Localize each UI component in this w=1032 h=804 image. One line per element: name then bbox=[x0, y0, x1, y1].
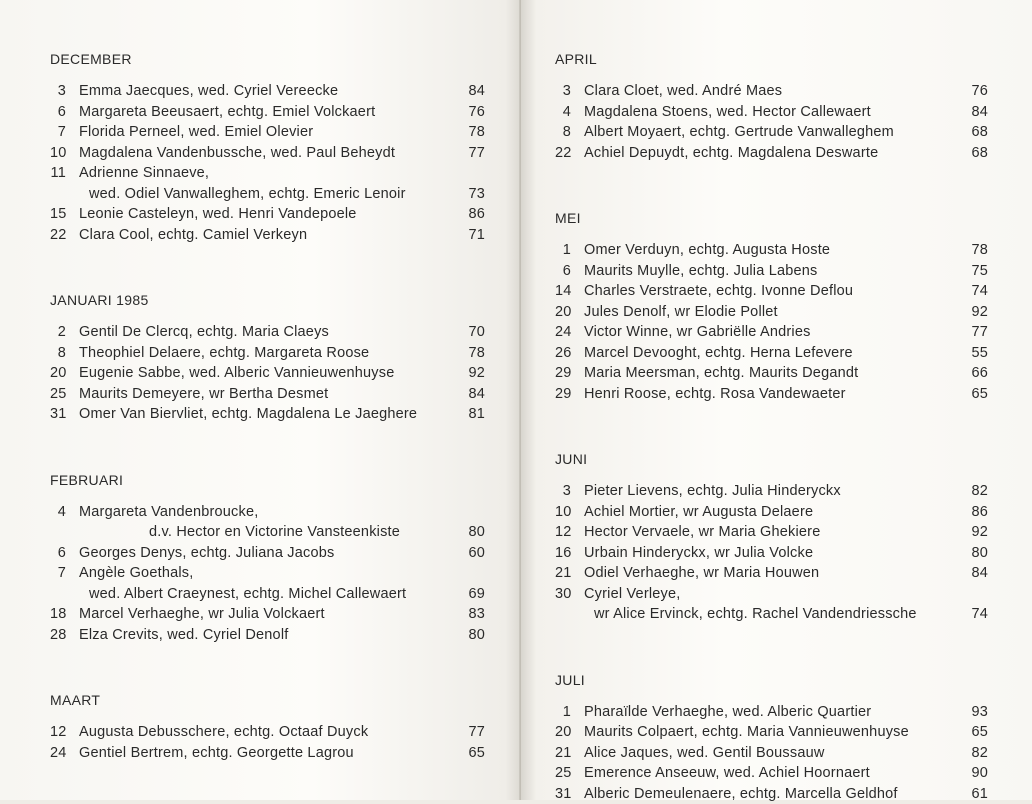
entry-row bbox=[50, 563, 485, 584]
entry-name: Omer Verduyn, echtg. Augusta Hoste bbox=[584, 240, 960, 261]
entry-day: 6 bbox=[555, 261, 571, 282]
entry-day: 29 bbox=[555, 384, 571, 405]
entry-day: 8 bbox=[555, 122, 571, 143]
entry-name: Marcel Verhaeghe, wr Julia Volckaert bbox=[79, 604, 457, 625]
entry-row bbox=[555, 543, 988, 564]
entry-day: 6 bbox=[50, 102, 66, 123]
entry-day: 25 bbox=[555, 763, 571, 784]
entry-day: 25 bbox=[50, 384, 66, 405]
entry-age: 92 bbox=[960, 522, 988, 543]
entry-day: 30 bbox=[555, 584, 571, 605]
entry-age: 82 bbox=[960, 481, 988, 502]
entry-name: Hector Vervaele, wr Maria Ghekiere bbox=[584, 522, 960, 543]
entry-row bbox=[555, 363, 988, 384]
entry-relation: wed. Odiel Vanwalleghem, echtg. Emeric Lenoir bbox=[79, 184, 457, 205]
entry-continuation bbox=[50, 184, 485, 205]
entry-name: Maurits Colpaert, echtg. Maria Vannieuwenhuyse bbox=[584, 722, 960, 743]
entry-row bbox=[555, 302, 988, 323]
entry-continuation bbox=[50, 522, 485, 543]
entry-age: 75 bbox=[960, 261, 988, 282]
entry-age: 61 bbox=[960, 784, 988, 804]
section-spacer bbox=[50, 645, 485, 691]
entry-age: 68 bbox=[960, 143, 988, 164]
entry-row bbox=[50, 81, 485, 102]
entry-day: 11 bbox=[50, 163, 66, 184]
entry-name: Magdalena Vandenbussche, wed. Paul Beheydt bbox=[79, 143, 457, 164]
entry-row bbox=[555, 143, 988, 164]
entry-name: Urbain Hinderyckx, wr Julia Volcke bbox=[584, 543, 960, 564]
entry-age: 74 bbox=[960, 281, 988, 302]
entry-name: Eugenie Sabbe, wed. Alberic Vannieuwenhuyse bbox=[79, 363, 457, 384]
entry-day: 16 bbox=[555, 543, 571, 564]
entry-name: Angèle Goethals, bbox=[79, 563, 457, 584]
entry-relation: wed. Albert Craeynest, echtg. Michel Callewaert bbox=[79, 584, 457, 605]
entry-day: 7 bbox=[50, 563, 66, 584]
entry-row bbox=[555, 261, 988, 282]
entry-row bbox=[50, 143, 485, 164]
entry-name: Albert Moyaert, echtg. Gertrude Vanwalleghem bbox=[584, 122, 960, 143]
entry-row bbox=[50, 625, 485, 646]
entry-day: 26 bbox=[555, 343, 571, 364]
entry-row bbox=[555, 322, 988, 343]
entry-day: 20 bbox=[555, 722, 571, 743]
entry-age: 65 bbox=[960, 722, 988, 743]
entry-day: 20 bbox=[50, 363, 66, 384]
entry-day: 4 bbox=[555, 102, 571, 123]
entry-age: 76 bbox=[457, 102, 485, 123]
entry-age: 84 bbox=[960, 102, 988, 123]
entry-name: Florida Perneel, wed. Emiel Olevier bbox=[79, 122, 457, 143]
entry-day: 4 bbox=[50, 502, 66, 523]
entry-age: 70 bbox=[457, 322, 485, 343]
month-section bbox=[50, 291, 485, 425]
entry-row bbox=[555, 722, 988, 743]
month-heading: FEBRUARI bbox=[50, 471, 485, 489]
entry-name: Pieter Lievens, echtg. Julia Hinderyckx bbox=[584, 481, 960, 502]
entry-age: 78 bbox=[457, 343, 485, 364]
entry-name: Maurits Demeyere, wr Bertha Desmet bbox=[79, 384, 457, 405]
entry-row bbox=[555, 522, 988, 543]
entry-row bbox=[50, 502, 485, 523]
entry-age: 84 bbox=[457, 384, 485, 405]
entry-name: Clara Cool, echtg. Camiel Verkeyn bbox=[79, 225, 457, 246]
month-section bbox=[50, 50, 485, 245]
entry-row bbox=[555, 702, 988, 723]
entry-name: Jules Denolf, wr Elodie Pollet bbox=[584, 302, 960, 323]
entry-row bbox=[555, 584, 988, 605]
entry-age: 93 bbox=[960, 702, 988, 723]
entry-name: Emerence Anseeuw, wed. Achiel Hoornaert bbox=[584, 763, 960, 784]
entry-age: 81 bbox=[457, 404, 485, 425]
entry-row bbox=[555, 502, 988, 523]
entry-age: 84 bbox=[960, 563, 988, 584]
entry-day: 8 bbox=[50, 343, 66, 364]
month-heading: MAART bbox=[50, 691, 485, 709]
entry-day: 3 bbox=[50, 81, 66, 102]
entry-name: Pharaïlde Verhaeghe, wed. Alberic Quartier bbox=[584, 702, 960, 723]
entry-age: 80 bbox=[960, 543, 988, 564]
entry-row bbox=[50, 225, 485, 246]
entry-row bbox=[555, 481, 988, 502]
entry-row bbox=[555, 384, 988, 405]
entry-day: 3 bbox=[555, 481, 571, 502]
entry-relation: d.v. Hector en Victorine Vansteenkiste bbox=[79, 522, 457, 543]
entry-name: Clara Cloet, wed. André Maes bbox=[584, 81, 960, 102]
entry-age: 77 bbox=[960, 322, 988, 343]
entry-age: 60 bbox=[457, 543, 485, 564]
entry-row bbox=[555, 763, 988, 784]
entry-name: Alice Jaques, wed. Gentil Boussauw bbox=[584, 743, 960, 764]
entry-age: 66 bbox=[960, 363, 988, 384]
entry-day: 29 bbox=[555, 363, 571, 384]
entry-day: 28 bbox=[50, 625, 66, 646]
entry-day: 21 bbox=[555, 743, 571, 764]
entry-name: Achiel Depuydt, echtg. Magdalena Deswarte bbox=[584, 143, 960, 164]
entry-age: 71 bbox=[457, 225, 485, 246]
entry-row bbox=[555, 240, 988, 261]
month-section bbox=[555, 450, 988, 625]
entry-row bbox=[50, 404, 485, 425]
entry-row bbox=[555, 784, 988, 804]
month-heading: APRIL bbox=[555, 50, 988, 68]
entry-age: 69 bbox=[457, 584, 485, 605]
month-heading: DECEMBER bbox=[50, 50, 485, 68]
month-heading: JANUARI 1985 bbox=[50, 291, 485, 309]
entry-day: 14 bbox=[555, 281, 571, 302]
entry-name: Maurits Muylle, echtg. Julia Labens bbox=[584, 261, 960, 282]
entry-row bbox=[50, 543, 485, 564]
entry-name: Achiel Mortier, wr Augusta Delaere bbox=[584, 502, 960, 523]
entry-day: 10 bbox=[50, 143, 66, 164]
entry-name: Theophiel Delaere, echtg. Margareta Roose bbox=[79, 343, 457, 364]
entry-row bbox=[50, 102, 485, 123]
entry-age: 65 bbox=[457, 743, 485, 764]
entry-name: Adrienne Sinnaeve, bbox=[79, 163, 457, 184]
entry-age: 74 bbox=[960, 604, 988, 625]
entry-row bbox=[555, 122, 988, 143]
entry-age: 92 bbox=[457, 363, 485, 384]
entry-age: 86 bbox=[457, 204, 485, 225]
entry-name: Gentiel Bertrem, echtg. Georgette Lagrou bbox=[79, 743, 457, 764]
entry-row bbox=[50, 363, 485, 384]
entry-name: Margareta Beeusaert, echtg. Emiel Volckaert bbox=[79, 102, 457, 123]
month-heading: JUNI bbox=[555, 450, 988, 468]
month-heading: MEI bbox=[555, 209, 988, 227]
entry-age: 82 bbox=[960, 743, 988, 764]
entry-day: 31 bbox=[50, 404, 66, 425]
entry-name: Emma Jaecques, wed. Cyriel Vereecke bbox=[79, 81, 457, 102]
section-spacer bbox=[555, 163, 988, 209]
entry-age: 68 bbox=[960, 122, 988, 143]
entry-name: Charles Verstraete, echtg. Ivonne Deflou bbox=[584, 281, 960, 302]
entry-day: 24 bbox=[50, 743, 66, 764]
entry-day: 10 bbox=[555, 502, 571, 523]
entry-age: 92 bbox=[960, 302, 988, 323]
entry-continuation bbox=[50, 584, 485, 605]
entry-day: 20 bbox=[555, 302, 571, 323]
entry-day: 2 bbox=[50, 322, 66, 343]
entry-row bbox=[50, 384, 485, 405]
entry-row bbox=[50, 204, 485, 225]
entry-day: 12 bbox=[555, 522, 571, 543]
entry-day: 21 bbox=[555, 563, 571, 584]
month-section bbox=[50, 691, 485, 763]
entry-name: Magdalena Stoens, wed. Hector Callewaert bbox=[584, 102, 960, 123]
section-spacer bbox=[50, 245, 485, 291]
entry-name: Alberic Demeulenaere, echtg. Marcella Geldhof bbox=[584, 784, 960, 804]
entry-name: Victor Winne, wr Gabriëlle Andries bbox=[584, 322, 960, 343]
section-spacer bbox=[50, 425, 485, 471]
entry-row bbox=[555, 743, 988, 764]
entry-age: 80 bbox=[457, 625, 485, 646]
entry-row bbox=[555, 563, 988, 584]
entry-day: 6 bbox=[50, 543, 66, 564]
entry-day: 15 bbox=[50, 204, 66, 225]
entry-day: 22 bbox=[555, 143, 571, 164]
entry-day: 1 bbox=[555, 240, 571, 261]
entry-row bbox=[555, 281, 988, 302]
entry-age: 86 bbox=[960, 502, 988, 523]
entry-age: 73 bbox=[457, 184, 485, 205]
entry-row bbox=[50, 322, 485, 343]
entry-day: 12 bbox=[50, 722, 66, 743]
entry-age: 65 bbox=[960, 384, 988, 405]
entry-age: 55 bbox=[960, 343, 988, 364]
entry-day: 18 bbox=[50, 604, 66, 625]
entry-name: Georges Denys, echtg. Juliana Jacobs bbox=[79, 543, 457, 564]
entry-name: Augusta Debusschere, echtg. Octaaf Duyck bbox=[79, 722, 457, 743]
entry-day: 7 bbox=[50, 122, 66, 143]
entry-name: Omer Van Biervliet, echtg. Magdalena Le Jaeghere bbox=[79, 404, 457, 425]
entry-name: Margareta Vandenbroucke, bbox=[79, 502, 457, 523]
month-heading: JULI bbox=[555, 671, 988, 689]
entry-name: Leonie Casteleyn, wed. Henri Vandepoele bbox=[79, 204, 457, 225]
month-section bbox=[555, 50, 988, 163]
entry-age: 80 bbox=[457, 522, 485, 543]
entry-row bbox=[50, 604, 485, 625]
entry-continuation bbox=[555, 604, 988, 625]
entry-day: 24 bbox=[555, 322, 571, 343]
entry-day: 3 bbox=[555, 81, 571, 102]
entry-age: 77 bbox=[457, 143, 485, 164]
entry-row bbox=[50, 343, 485, 364]
entry-row bbox=[555, 81, 988, 102]
entry-age: 77 bbox=[457, 722, 485, 743]
entry-name: Maria Meersman, echtg. Maurits Degandt bbox=[584, 363, 960, 384]
entry-day: 22 bbox=[50, 225, 66, 246]
entry-age: 76 bbox=[960, 81, 988, 102]
month-section bbox=[555, 209, 988, 404]
section-spacer bbox=[555, 625, 988, 671]
entry-name: Odiel Verhaeghe, wr Maria Houwen bbox=[584, 563, 960, 584]
entry-row bbox=[50, 122, 485, 143]
entry-relation: wr Alice Ervinck, echtg. Rachel Vandendriessche bbox=[584, 604, 960, 625]
entry-row bbox=[50, 163, 485, 184]
month-section bbox=[555, 671, 988, 804]
entry-row bbox=[50, 743, 485, 764]
entry-row bbox=[50, 722, 485, 743]
entry-row bbox=[555, 102, 988, 123]
entry-name: Cyriel Verleye, bbox=[584, 584, 960, 605]
entry-day: 31 bbox=[555, 784, 571, 804]
entry-day: 1 bbox=[555, 702, 571, 723]
entry-age: 90 bbox=[960, 763, 988, 784]
month-section bbox=[50, 471, 485, 646]
entry-age: 78 bbox=[960, 240, 988, 261]
entry-name: Elza Crevits, wed. Cyriel Denolf bbox=[79, 625, 457, 646]
section-spacer bbox=[555, 404, 988, 450]
entry-name: Henri Roose, echtg. Rosa Vandewaeter bbox=[584, 384, 960, 405]
entry-age: 83 bbox=[457, 604, 485, 625]
entry-age: 84 bbox=[457, 81, 485, 102]
entry-name: Gentil De Clercq, echtg. Maria Claeys bbox=[79, 322, 457, 343]
entry-name: Marcel Devooght, echtg. Herna Lefevere bbox=[584, 343, 960, 364]
entry-age: 78 bbox=[457, 122, 485, 143]
right-page bbox=[521, 0, 1032, 800]
entry-row bbox=[555, 343, 988, 364]
